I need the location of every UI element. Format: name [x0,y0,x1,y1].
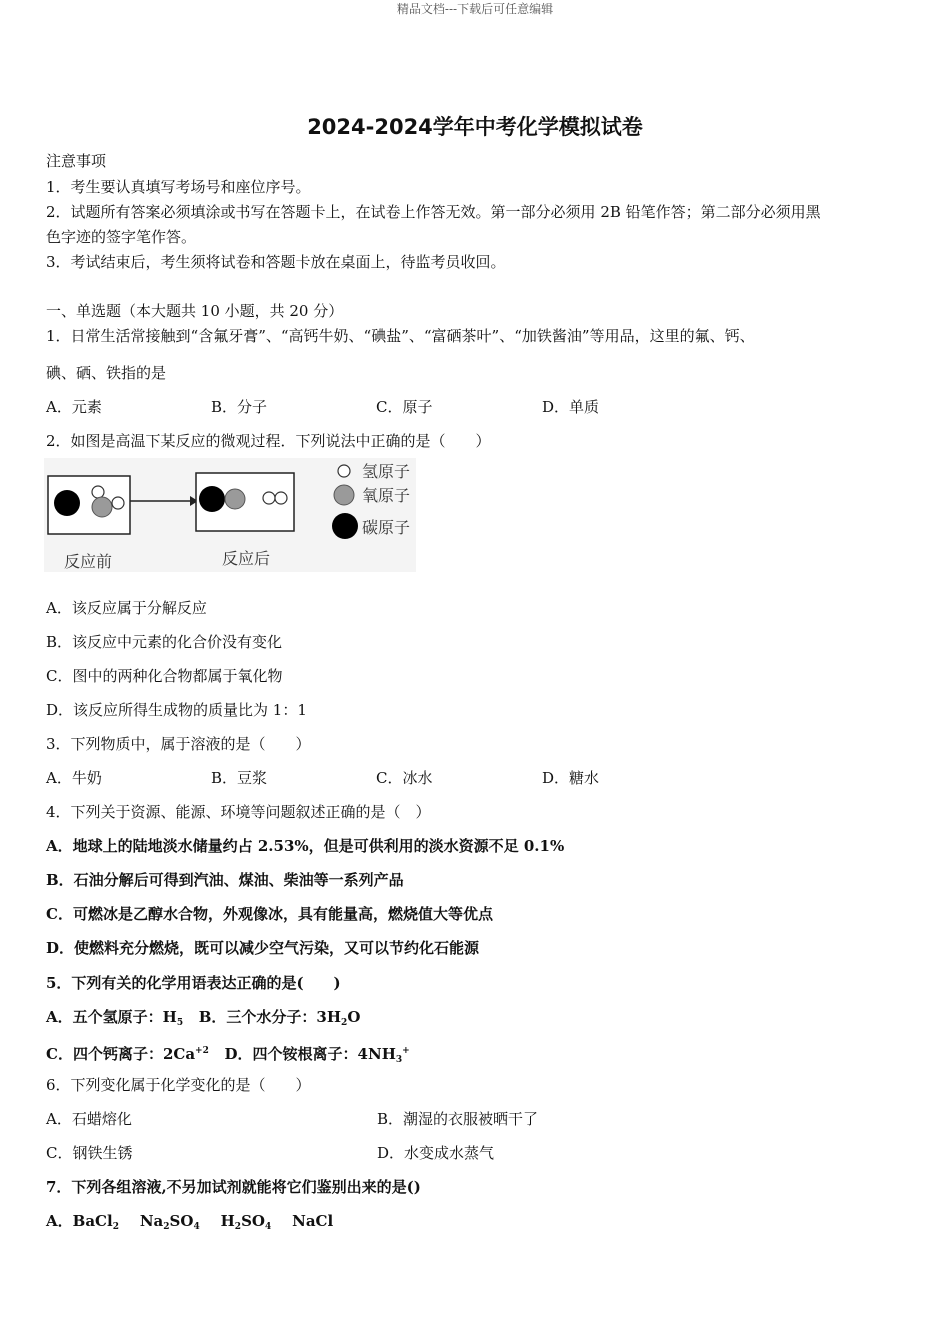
q5-option-d-sub: 3 [395,1055,403,1065]
notice-item-3: 3．考试结束后，考生须将试卷和答题卡放在桌面上，待监考员收回。 [46,253,506,271]
q2-option-d[interactable]: D．该反应所得生成物的质量比为 1：1 [46,701,307,719]
q3-option-d[interactable]: D．糖水 [542,769,600,787]
q4-option-c[interactable]: C．可燃冰是乙醇水合物，外观像冰，具有能量高，燃烧值大等优点 [46,905,493,923]
q5-option-d-sup: + [402,1046,410,1056]
section-heading: 一、单选题（本大题共 10 小题，共 20 分） [46,302,344,320]
after-label: 反应后 [222,549,271,568]
q7-formula-3-tail: SO [241,1212,265,1230]
q3-option-a[interactable]: A．牛奶 [46,769,102,787]
q5-option-b-sub: 2 [341,1018,348,1028]
q7-formula-2-tail-sub: 4 [193,1222,200,1232]
q5-options-ab [46,1007,360,1033]
q7-option-a[interactable] [46,1211,333,1237]
q4-option-d[interactable]: D．使燃料充分燃烧，既可以减少空气污染，又可以节约化石能源 [46,939,480,957]
q5-options-cd [46,1041,410,1070]
q5-option-a-text: A．五个氢原子：H [46,1008,177,1026]
legend-oxygen-icon [334,485,354,505]
q1-option-a[interactable]: A．元素 [46,398,102,416]
oxygen-atom-icon [92,497,112,517]
q1-stem-line1: 1．日常生活常接触到“含氟牙膏”、“高钙牛奶、“碘盐”、“富硒茶叶”、“加铁酱油”等用品，这里的氟、钙、 [46,327,755,345]
q5-option-a[interactable] [46,1008,183,1026]
q6-option-b[interactable]: B．潮湿的衣服被晒干了 [377,1110,539,1128]
notice-heading: 注意事项 [46,152,107,170]
q7-formula-2-tail: SO [169,1212,194,1230]
q3-stem: 3．下列物质中，属于溶液的是（ ） [46,735,311,753]
before-label: 反应前 [64,552,113,571]
q5-option-b[interactable] [199,1008,361,1026]
q5-option-d[interactable] [225,1045,410,1063]
q5-option-b-text: B．三个水分子：3H [198,1008,342,1026]
hydrogen-atom-icon [92,486,104,498]
q2-option-c[interactable]: C．图中的两种化合物都属于氧化物 [46,667,283,685]
notice-item-1: 1．考生要认真填写考场号和座位序号。 [46,178,311,196]
q6-option-d[interactable]: D．水变成水蒸气 [377,1144,495,1162]
q1-options [46,397,599,417]
q7-formula-4: NaCl [292,1212,334,1230]
hydrogen-atom-icon [275,492,287,504]
q7-formula-2: Na [139,1212,164,1230]
legend-hydrogen-icon [338,465,350,477]
q4-stem: 4．下列关于资源、能源、环境等问题叙述正确的是（ ） [46,803,431,821]
q7-formula-3-tail-sub: 4 [264,1222,272,1232]
q7-formula-2-sub: 2 [163,1222,170,1232]
q5-option-d-text: D．四个铵根离子：4NH [224,1045,396,1063]
carbon-atom-icon [199,486,225,512]
page-header: 精品文档---下载后可任意编辑 [396,2,554,16]
q4-option-a[interactable]: A．地球上的陆地淡水储量约占 2.53%，但是可供利用的淡水资源不足 0.1% [46,837,565,855]
hydrogen-atom-icon [112,497,124,509]
q6-stem: 6．下列变化属于化学变化的是（ ） [46,1076,311,1094]
q7-formula-3: H [220,1212,235,1230]
q5-stem: 5．下列有关的化学用语表达正确的是( ) [46,974,341,992]
q1-option-c[interactable]: C．原子 [376,398,433,416]
legend-carbon-label: 碳原子 [362,518,411,537]
q4-option-b[interactable]: B．石油分解后可得到汽油、煤油、柴油等一系列产品 [46,871,404,889]
q3-option-c[interactable]: C．冰水 [376,769,433,787]
legend-hydrogen-label: 氢原子 [362,462,411,481]
q3-option-b[interactable]: B．豆浆 [211,769,268,787]
q7-stem: 7．下列各组溶液,不另加试剂就能将它们鉴别出来的是() [46,1178,421,1196]
notice-item-2: 2．试题所有答案必须填涂或书写在答题卡上，在试卷上作答无效。第一部分必须用 2B 铅笔作答；第二部分必须用黑 [46,203,821,221]
q7-formula-3-sub: 2 [234,1222,242,1232]
q5-option-c[interactable] [46,1045,209,1063]
q2-stem: 2．如图是高温下某反应的微观过程．下列说法中正确的是（ ） [46,432,491,450]
q6-options-ab [46,1109,538,1129]
q1-stem-line2: 碘、硒、铁指的是 [46,364,167,382]
q6-option-c[interactable]: C．钢铁生锈 [46,1144,133,1162]
q6-options-cd [46,1143,494,1163]
notice-item-2-cont: 色字迹的签字笔作答。 [46,228,197,246]
q7-option-a-label: A． [46,1212,73,1230]
hydrogen-atom-icon [263,492,275,504]
q7-formula-1-sub: 2 [112,1222,119,1232]
reaction-diagram [44,458,416,572]
legend-oxygen-label: 氧原子 [362,486,411,505]
q2-option-a[interactable]: A．该反应属于分解反应 [46,599,207,617]
q2-option-b[interactable]: B．该反应中元素的化合价没有变化 [46,633,283,651]
q5-option-a-sub: 5 [176,1018,184,1028]
oxygen-atom-icon [225,489,245,509]
q1-option-d[interactable]: D．单质 [542,398,600,416]
q5-option-c-sup: +2 [195,1046,209,1056]
legend-carbon-icon [332,513,358,539]
q5-option-c-text: C．四个钙离子：2Ca [46,1045,196,1063]
q3-options [46,768,599,788]
q6-option-a[interactable]: A．石蜡熔化 [46,1110,132,1128]
q1-option-b[interactable]: B．分子 [211,398,268,416]
carbon-atom-icon [54,490,80,516]
exam-title: 2024-2024学年中考化学模拟试卷 [307,115,643,139]
q5-option-b-tail: O [347,1008,361,1026]
q7-formula-1: BaCl [72,1212,113,1230]
